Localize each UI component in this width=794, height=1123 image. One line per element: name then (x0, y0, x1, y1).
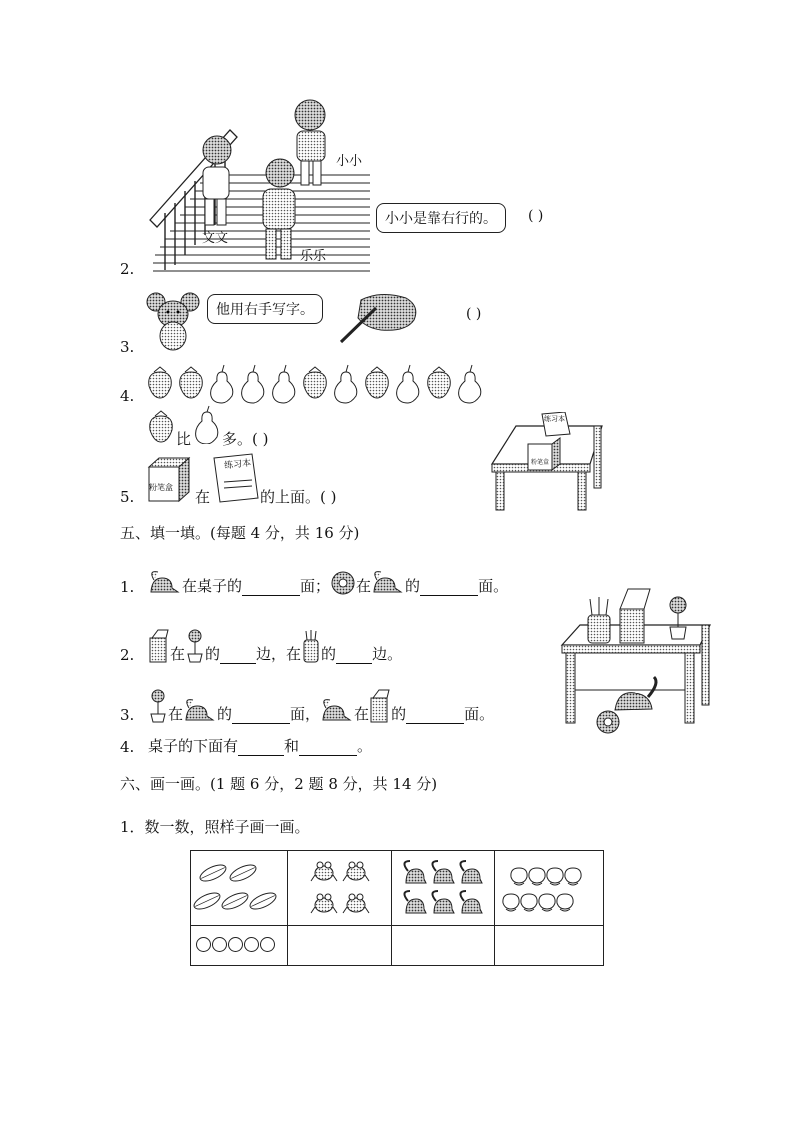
line1-text1: 在桌子的 (182, 577, 243, 595)
squirrel-icon (432, 861, 454, 883)
squirrel-icon (371, 570, 405, 596)
line3-text2: 的 (217, 705, 233, 723)
line4-blank1[interactable] (238, 741, 284, 756)
circle-mark (260, 937, 275, 952)
exercise-book-label: 练习本 (223, 458, 252, 472)
example-circles-cell (191, 926, 288, 966)
flower-pot-icon (185, 628, 205, 664)
desk-scene-illustration (560, 585, 715, 735)
line2-blank1[interactable] (220, 649, 256, 664)
mouse-icon (146, 290, 201, 352)
pear-icon (211, 365, 233, 403)
line4-blank2[interactable] (299, 741, 357, 756)
q2-answer-paren[interactable]: ( ) (528, 208, 544, 224)
strawberry-icon (366, 367, 389, 398)
line3-text5: 的 (391, 705, 407, 723)
cell-squirrels (392, 851, 495, 926)
q3-number: 3. (120, 338, 135, 356)
answer-cell-peaches[interactable] (495, 926, 604, 966)
answer-cell-frogs[interactable] (288, 926, 392, 966)
q4-number: 4. (120, 387, 135, 405)
example-circles (191, 935, 287, 956)
peach-icon (557, 894, 573, 911)
line2-number: 2. (120, 646, 135, 664)
leaf-icon (228, 862, 258, 885)
leaves-group (191, 851, 287, 921)
section5-line3 (120, 688, 494, 724)
peach-icon (521, 894, 537, 911)
pear-icon (335, 365, 357, 403)
line1-text2: 面； (300, 577, 331, 595)
circle-mark (212, 937, 227, 952)
label-wenwen: 文文 (202, 231, 229, 246)
line3-blank1[interactable] (232, 709, 290, 724)
circle-mark (244, 937, 259, 952)
frog-icon (343, 894, 369, 913)
section5-line4 (120, 735, 372, 756)
circle-mark (228, 937, 243, 952)
line2-text3: 边，在 (256, 645, 302, 663)
q5-text-end: 的上面。( ) (260, 488, 337, 506)
squirrel-icon (183, 698, 217, 724)
squirrel-icon (460, 891, 482, 913)
frog-icon (343, 862, 369, 881)
pencil-cup-icon (301, 628, 321, 664)
line1-text3: 在 (356, 577, 372, 595)
line4-text3: 。 (357, 737, 373, 755)
squirrel-icon (320, 698, 354, 724)
line4-text2: 和 (284, 737, 300, 755)
cell-leaves (191, 851, 288, 926)
label-lele: 乐乐 (300, 249, 327, 264)
line2-blank2[interactable] (336, 649, 372, 664)
peach-icon (529, 868, 545, 885)
fruit-sequence (146, 362, 506, 404)
section6-heading: 六、画一画。(1 题 6 分，2 题 8 分，共 14 分) (120, 775, 438, 793)
line2-text5: 边。 (372, 645, 403, 663)
peach-icon (503, 894, 519, 911)
book-stack-icon (148, 628, 170, 664)
frogs-group (288, 851, 391, 921)
drawing-table (190, 850, 604, 966)
strawberry-icon (428, 367, 451, 398)
line1-blank2[interactable] (420, 581, 478, 596)
label-xiaoxiao: 小小 (336, 154, 363, 169)
line1-text4: 的 (405, 577, 421, 595)
line3-text3: 面， (290, 705, 321, 723)
circle-mark (196, 937, 211, 952)
q5-text-zai: 在 (195, 488, 211, 506)
line2-text1: 在 (170, 645, 186, 663)
line2-text4: 的 (321, 645, 337, 663)
q4-text-bi: 比 (176, 430, 192, 448)
line3-number: 3. (120, 706, 135, 724)
pear-icon (192, 404, 222, 444)
section5-line1 (120, 570, 508, 596)
desk-book-label: 练习本 (544, 415, 565, 423)
squirrel-icon (404, 891, 426, 913)
frog-icon (311, 894, 337, 913)
line1-text5: 面。 (478, 577, 509, 595)
line4-text1: 桌子的下面有 (148, 737, 239, 755)
peach-icon (539, 894, 555, 911)
cell-frogs (288, 851, 392, 926)
writing-hand-icon (336, 290, 421, 345)
q3-answer-paren[interactable]: ( ) (466, 306, 482, 322)
q5-number: 5. (120, 488, 135, 506)
squirrels-group (392, 851, 494, 921)
cell-peaches (495, 851, 604, 926)
line3-text4: 在 (354, 705, 370, 723)
chalk-box-label: 粉笔盒 (149, 483, 173, 492)
section6-q1: 1．数一数，照样子画一画。 (120, 818, 310, 836)
q3-speech-bubble: 他用右手写字。 (207, 294, 323, 324)
line3-text1: 在 (168, 705, 184, 723)
q4-text-duo: 多。( ) (222, 430, 269, 448)
peach-icon (547, 868, 563, 885)
pear-icon (459, 365, 481, 403)
pear-icon (397, 365, 419, 403)
flower-pot-icon (148, 688, 168, 724)
pear-icon (273, 365, 295, 403)
answer-cell-squirrels[interactable] (392, 926, 495, 966)
line1-number: 1. (120, 578, 135, 596)
section5-heading: 五、填一填。(每题 4 分，共 16 分) (120, 524, 360, 542)
peach-icon (565, 868, 581, 885)
strawberry-icon (180, 367, 203, 398)
leaf-icon (220, 890, 250, 913)
strawberry-icon (304, 367, 327, 398)
squirrel-icon (460, 861, 482, 883)
peach-icon (511, 868, 527, 885)
section5-line2 (120, 628, 402, 664)
book-stack-icon (369, 688, 391, 724)
squirrel-icon (404, 861, 426, 883)
strawberry-icon (146, 408, 176, 444)
leaf-icon (198, 862, 228, 885)
line2-text2: 的 (205, 645, 221, 663)
line1-blank1[interactable] (242, 581, 300, 596)
ball-icon (330, 570, 356, 596)
q2-number: 2. (120, 260, 135, 278)
pear-icon (242, 365, 264, 403)
line3-blank2[interactable] (406, 709, 464, 724)
staircase-illustration (145, 95, 375, 280)
line3-text6: 面。 (464, 705, 495, 723)
squirrel-icon (148, 570, 182, 596)
leaf-icon (192, 890, 222, 913)
frog-icon (311, 862, 337, 881)
squirrel-icon (432, 891, 454, 913)
line4-number: 4. (120, 738, 135, 756)
chalk-box-icon (145, 455, 193, 503)
desk-box-label: 粉笔盒 (531, 459, 550, 466)
peaches-group (495, 851, 603, 921)
q2-speech-bubble: 小小是靠右行的。 (376, 203, 506, 233)
strawberry-icon (149, 367, 172, 398)
leaf-icon (248, 890, 278, 913)
